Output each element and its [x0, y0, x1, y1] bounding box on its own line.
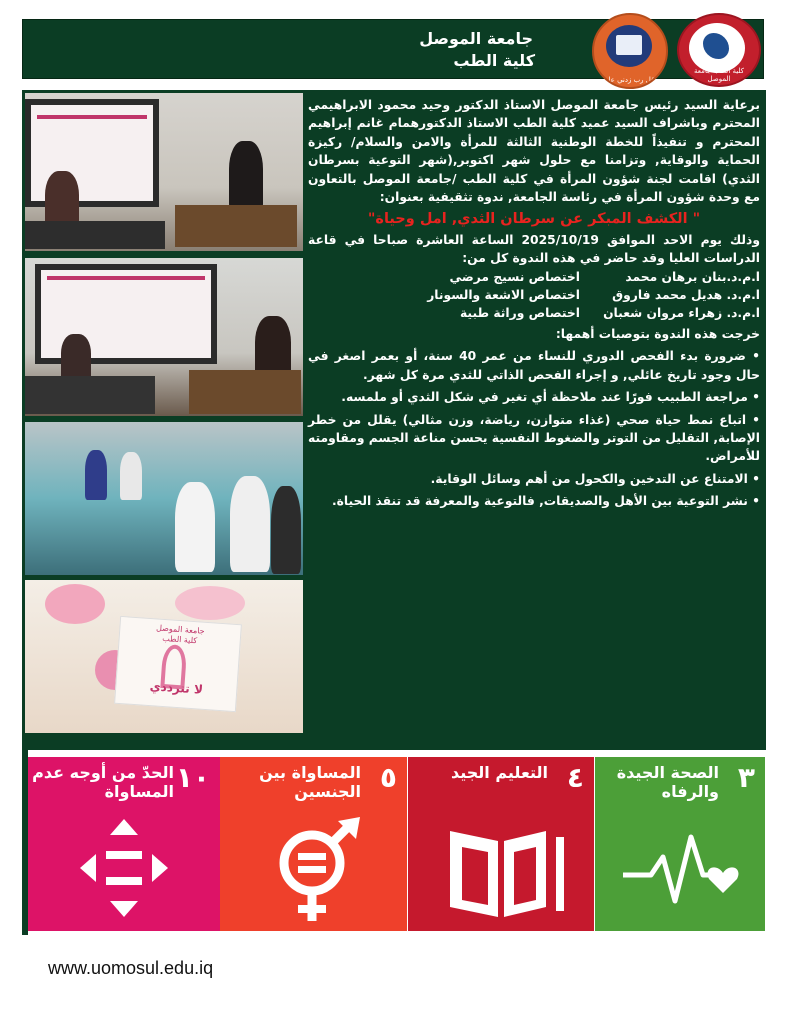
header-title — [419, 28, 533, 72]
speaker-name: ا.م.د. هديل محمد فاروق — [612, 288, 760, 303]
sdg-label: التعليم الجيد — [450, 763, 548, 782]
speaker-row — [308, 304, 760, 322]
sdg-label: الحدّ من أوجه عدم المساواة — [32, 763, 174, 801]
article-headline: " الكشف المبكر عن سرطان الثدي, امل وحياة" — [367, 211, 701, 228]
recommendation-item: • اتباع نمط حياة صحي (غذاء متوازن، رياضة، وزن مثالي) يقلل من خطر الإصابة, التقليل من التوتر والضغوط النفسية يحسن مناعة الجسم ومقاومته للأمراض. — [308, 412, 760, 464]
heartbeat-icon — [595, 817, 765, 927]
college-logo-text: كلية الطب جامعة الموصل — [694, 67, 744, 83]
sdg-tile-5 — [220, 757, 407, 931]
sdg-label: الصحة الجيدة والرفاه — [616, 763, 719, 801]
sdg-number: ١٠ — [175, 761, 210, 794]
photo-presentation-screen — [25, 258, 303, 416]
college-logo — [677, 13, 761, 87]
sdg-tile-4 — [408, 757, 594, 931]
photo-awareness-card — [25, 580, 303, 733]
card-slogan: لا تترددي — [149, 679, 204, 697]
photo-audience — [25, 422, 303, 575]
speaker-specialty: اختصاص نسيج مرضي — [449, 269, 580, 284]
article-intro: برعاية السيد رئيس جامعة الموصل الاستاذ الدكتور وحيد محمود الابراهيمي المحترم وباشراف السيد عميد كلية الطب الاستاذ الدكتورهمام غانم إبراهيم المحترم و تنفيذاً للخطة الوطنية الثالثة للمرأة والامن والسلام/ ركيزة الحماية والوقاية, وتزامنا مع حلول شهر اكتوبر,(شهر التوعية بسرطان الثدي) اقامت لجنة شؤون المرأة في كلية الطب /جامعة الموصل بالتعاون مع وحدة شؤون المرأة في رئاسة الجامعة, ندوة تثقيفية بعنوان: — [308, 98, 760, 205]
university-logo — [592, 13, 668, 89]
recommendation-item: • نشر التوعية بين الأهل والصديقات, فالتوعية والمعرفة قد تنقذ الحياة. — [332, 494, 760, 509]
book-icon — [408, 817, 594, 927]
speaker-specialty: اختصاص الاشعة والسونار — [427, 288, 580, 303]
sdg-number: ٥ — [379, 761, 397, 794]
recommendation-item: • ضرورة بدء الفحص الدوري للنساء من عمر 40 سنة، أو بعمر اصغر في حال وجود تاريخ عائلي, و إجراء الفحص الذاتي للثدي مرة كل شهر. — [308, 349, 760, 382]
sdg-tile-10 — [28, 757, 220, 931]
card-subtitle: كلية الطب — [162, 633, 198, 646]
speaker-specialty: اختصاص وراثة طبية — [459, 306, 580, 321]
book-icon — [616, 35, 642, 55]
article-date: وذلك يوم الاحد الموافق 2025/10/19 الساعة العاشرة صباحا في قاعة الدراسات العليا وقد حاضر في هذه الندوة كل من: — [308, 232, 760, 266]
university-logo-text: وقل رب زدني علما — [602, 76, 658, 84]
speaker-name: ا.م.د. زهراء مروان شعبان — [603, 306, 760, 321]
sdg-tile-3 — [595, 757, 765, 931]
recommendation-item: • مراجعة الطبيب فورًا عند ملاحظة أي تغير في شكل الثدي أو ملمسه. — [341, 390, 760, 405]
reduced-inequality-icon — [28, 817, 220, 927]
college-name: كلية الطب — [453, 51, 535, 70]
sdg-label: المساواة بين الجنسين — [259, 763, 361, 801]
speaker-name: ا.م.د.بنان برهان محمد — [625, 269, 760, 284]
recommendation-item: • الامتناع عن التدخين والكحول من أهم وسائل الوقاية. — [430, 471, 760, 486]
speaker-row — [308, 268, 760, 286]
gender-equality-icon — [220, 817, 407, 927]
sdg-number: ٣ — [737, 761, 755, 794]
university-name: جامعة الموصل — [419, 29, 533, 48]
recommendations-intro: خرجت هذه الندوة بتوصيات أهمها: — [555, 326, 760, 341]
sdg-number: ٤ — [566, 761, 584, 794]
card-title: جامعة الموصل — [155, 623, 205, 636]
article-body — [308, 96, 760, 736]
website-url[interactable]: www.uomosul.edu.iq — [48, 958, 214, 978]
speaker-row — [308, 286, 760, 304]
photo-lecture-podium — [25, 93, 303, 251]
awareness-card — [114, 616, 242, 712]
